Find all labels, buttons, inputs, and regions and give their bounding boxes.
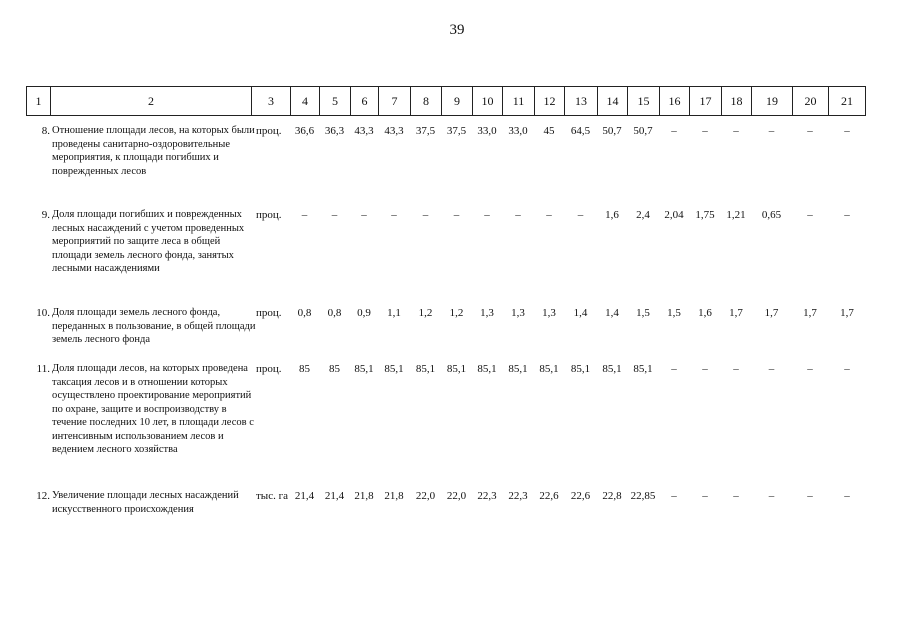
header-cell-12: 12 <box>534 87 564 115</box>
value-cell: 1,7 <box>729 307 743 319</box>
value-cell: 22,3 <box>477 490 497 502</box>
value-cell: 22,6 <box>570 490 591 502</box>
value-cell: 33,0 <box>508 125 528 137</box>
value-cell: 1,5 <box>667 307 681 319</box>
value-cell: 85,1 <box>446 363 467 375</box>
header-cell-1: 1 <box>26 87 50 115</box>
header-cell-14: 14 <box>597 87 627 115</box>
value-cell: 22,8 <box>602 490 622 502</box>
header-cell-5: 5 <box>319 87 350 115</box>
value-cell: – <box>391 209 397 221</box>
value-cell: 1,3 <box>480 307 494 319</box>
value-cell: – <box>702 363 708 375</box>
value-cell: 1,75 <box>695 209 715 221</box>
value-cell: 1,1 <box>387 307 401 319</box>
value-cell: – <box>733 125 739 137</box>
value-cell: – <box>807 125 813 137</box>
row-number: 9. <box>41 209 50 221</box>
value-cell: 1,2 <box>418 307 433 319</box>
value-cell: – <box>361 209 367 221</box>
value-cell: 0,65 <box>761 209 782 221</box>
indicator-name: Доля площади погибших и поврежденных лесных насаждений с учетом проведенных мероприятий по защите леса в общей площади земель лесного фонда, занятых лесными насаждениями <box>52 209 245 274</box>
value-cell: 2,4 <box>636 209 650 221</box>
header-cell-15: 15 <box>627 87 659 115</box>
row-number: 8. <box>41 125 50 137</box>
header-cell-3: 3 <box>251 87 290 115</box>
value-cell: – <box>702 125 708 137</box>
value-cell: – <box>807 490 813 502</box>
value-cell: 37,5 <box>415 125 436 137</box>
value-cell: – <box>671 125 677 137</box>
header-cell-20: 20 <box>792 87 828 115</box>
indicator-name: Доля площади земель лесного фонда, переданных в пользование, в общей площади земель лесного фонда <box>52 307 256 345</box>
value-cell: 22,0 <box>415 490 436 502</box>
value-cell: 33,0 <box>477 125 497 137</box>
value-cell: 1,21 <box>726 209 746 221</box>
value-cell: 1,7 <box>764 307 779 319</box>
value-cell: 85 <box>329 363 340 375</box>
value-cell: – <box>733 363 739 375</box>
header-cell-9: 9 <box>441 87 472 115</box>
value-cell: – <box>768 490 775 502</box>
value-cell: 1,6 <box>605 209 619 221</box>
value-cell: 36,6 <box>294 125 315 137</box>
value-cell: – <box>331 209 338 221</box>
indicator-name: Отношение площади лесов, на которых были проведены санитарно-оздоровительные мероприятия, к площади погибших и поврежденных лесов <box>52 125 255 177</box>
header-cell-7: 7 <box>378 87 410 115</box>
value-cell: 85,1 <box>508 363 528 375</box>
value-cell: – <box>301 209 308 221</box>
header-cell-11: 11 <box>502 87 534 115</box>
header-cell-16: 16 <box>659 87 689 115</box>
value-cell: 0,9 <box>357 307 371 319</box>
value-cell: 21,8 <box>354 490 374 502</box>
unit-cell: проц. <box>256 209 282 221</box>
table-header-row <box>26 86 866 116</box>
value-cell: 85,1 <box>354 363 374 375</box>
header-cell-13: 13 <box>564 87 597 115</box>
value-cell: 45 <box>543 125 555 137</box>
value-cell: 43,3 <box>354 125 374 137</box>
indicator-name: Доля площади лесов, на которых проведена таксация лесов и в отношении которых осуществлено проектирование мероприятий по охране, защите и воспроизводству в течение последних 10 лет, в площади лесов с интенсивным использованием лесов и ведением лесного хозяйства <box>52 363 254 455</box>
value-cell: – <box>484 209 490 221</box>
value-cell: 85,1 <box>602 363 622 375</box>
value-cell: 1,4 <box>605 307 619 319</box>
value-cell: 1,6 <box>698 307 712 319</box>
value-cell: 85,1 <box>384 363 404 375</box>
value-cell: 85,1 <box>570 363 591 375</box>
unit-cell: проц. <box>256 125 282 137</box>
value-cell: – <box>702 490 708 502</box>
value-cell: – <box>844 490 850 502</box>
unit-cell: проц. <box>256 363 282 375</box>
row-number: 12. <box>36 490 50 502</box>
row-number: 10. <box>36 307 50 319</box>
value-cell: 1,3 <box>511 307 525 319</box>
value-cell: 1,5 <box>636 307 650 319</box>
value-cell: 36,3 <box>324 125 345 137</box>
value-cell: 0,8 <box>327 307 342 319</box>
value-cell: 85 <box>299 363 310 375</box>
header-cell-18: 18 <box>721 87 751 115</box>
value-cell: – <box>844 363 850 375</box>
value-cell: 85,1 <box>633 363 653 375</box>
value-cell: 43,3 <box>384 125 404 137</box>
value-cell: 1,7 <box>840 307 854 319</box>
value-cell: – <box>515 209 521 221</box>
indicator-name: Увеличение площади лесных насаждений искусственного происхождения <box>52 490 239 515</box>
unit-cell: тыс. га <box>256 490 288 502</box>
value-cell: 37,5 <box>446 125 467 137</box>
value-cell: 1,3 <box>542 307 556 319</box>
value-cell: – <box>768 363 775 375</box>
value-cell: – <box>807 209 813 221</box>
value-cell: – <box>844 125 850 137</box>
value-cell: 1,2 <box>449 307 464 319</box>
value-cell: – <box>577 209 584 221</box>
value-cell: 85,1 <box>415 363 436 375</box>
value-cell: 21,4 <box>294 490 315 502</box>
row-number: 11. <box>36 363 50 375</box>
value-cell: – <box>671 490 677 502</box>
value-cell: 50,7 <box>602 125 622 137</box>
value-cell: 22,6 <box>539 490 559 502</box>
value-cell: 50,7 <box>633 125 653 137</box>
value-cell: 2,04 <box>664 209 684 221</box>
header-cell-2: 2 <box>50 87 251 115</box>
value-cell: – <box>768 125 775 137</box>
unit-cell: проц. <box>256 307 282 319</box>
value-cell: – <box>733 490 739 502</box>
header-cell-21: 21 <box>828 87 866 115</box>
header-cell-17: 17 <box>689 87 721 115</box>
value-cell: 64,5 <box>570 125 591 137</box>
value-cell: – <box>422 209 429 221</box>
value-cell: 85,1 <box>539 363 559 375</box>
value-cell: 85,1 <box>477 363 497 375</box>
value-cell: 22,85 <box>630 490 656 502</box>
value-cell: 22,3 <box>508 490 528 502</box>
header-cell-6: 6 <box>350 87 378 115</box>
value-cell: 1,7 <box>803 307 817 319</box>
page-number: 39 <box>449 22 465 38</box>
header-cell-19: 19 <box>751 87 792 115</box>
header-cell-8: 8 <box>410 87 441 115</box>
value-cell: 22,0 <box>446 490 467 502</box>
value-cell: 0,8 <box>297 307 312 319</box>
value-cell: – <box>546 209 552 221</box>
value-cell: – <box>453 209 460 221</box>
value-cell: – <box>807 363 813 375</box>
value-cell: 1,4 <box>573 307 588 319</box>
value-cell: – <box>671 363 677 375</box>
header-cell-4: 4 <box>290 87 319 115</box>
value-cell: 21,8 <box>384 490 404 502</box>
value-cell: 21,4 <box>324 490 345 502</box>
header-cell-10: 10 <box>472 87 502 115</box>
value-cell: – <box>844 209 850 221</box>
